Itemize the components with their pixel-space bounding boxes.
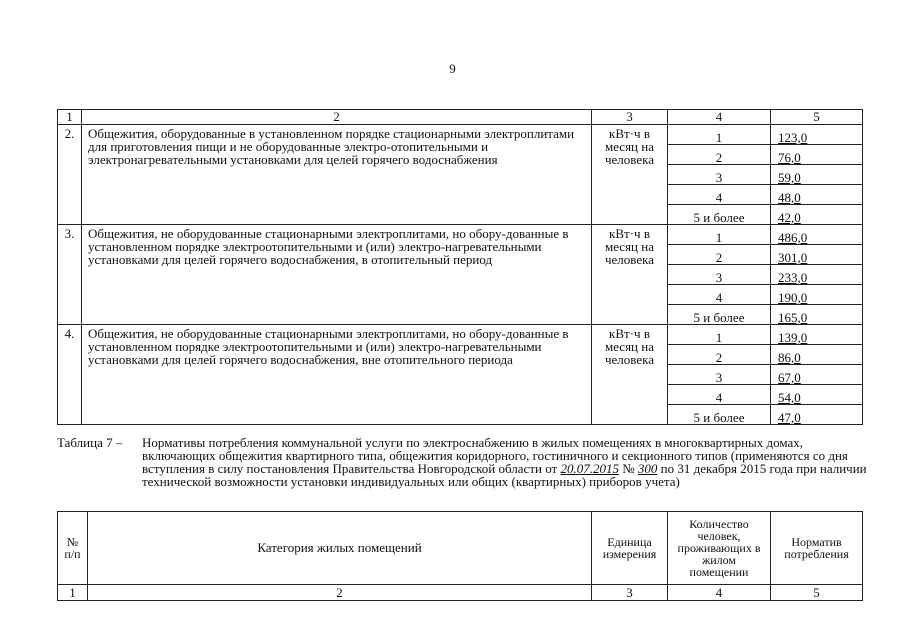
- norm-value: 54,0: [778, 390, 801, 405]
- column-number: 2: [82, 110, 592, 125]
- persons-count: 5 и более: [668, 405, 771, 425]
- norm-value: 123,0: [778, 130, 808, 145]
- column-number: 3: [592, 110, 668, 125]
- caption-date: 20.07.2015: [560, 461, 619, 476]
- header-cell: Единица измерения: [592, 512, 668, 585]
- norm-value: 48,0: [778, 190, 801, 205]
- header-cell: № п/п: [58, 512, 88, 585]
- caption-number: 300: [637, 461, 658, 476]
- column-number: 1: [58, 110, 82, 125]
- caption-text: [142, 436, 867, 488]
- row-description: Общежития, не оборудованные стационарными электроплитами, но обору-дованные в установленном порядке электроотопительными и (или) электро-нагревательными установками для целей горячего водоснабжения, в отопительный период: [82, 225, 592, 325]
- row-number: 3.: [58, 225, 82, 325]
- table-caption: [57, 436, 867, 488]
- caption-number-prefix: №: [622, 461, 635, 476]
- persons-count: 2: [668, 345, 771, 365]
- persons-count: 1: [668, 125, 771, 145]
- row-number: 4.: [58, 325, 82, 425]
- norm-value: 76,0: [778, 150, 801, 165]
- header-cell: Категория жилых помещений: [88, 512, 592, 585]
- persons-count: 4: [668, 385, 771, 405]
- persons-count: 2: [668, 245, 771, 265]
- row-unit: кВт·ч в месяц на человека: [592, 125, 668, 225]
- persons-count: 4: [668, 185, 771, 205]
- norm-value: 59,0: [778, 170, 801, 185]
- consumption-norms-table-7: [57, 511, 863, 601]
- norm-value: 165,0: [778, 310, 808, 325]
- caption-text-part2: по 31 декабря 2015 года при наличии технической возможности установки индивидуальных или общих (квартирных) приборов учета): [142, 461, 867, 489]
- column-number: 5: [771, 585, 863, 601]
- norm-value: 67,0: [778, 370, 801, 385]
- consumption-norms-table-continued: [57, 109, 863, 425]
- caption-label: Таблица 7 –: [57, 435, 123, 450]
- row-description: Общежития, не оборудованные стационарными электроплитами, но обору-дованные в установленном порядке электроотопительными и (или) электро-нагревательными установками для целей горячего водоснабжения, вне отопительного периода: [82, 325, 592, 425]
- table-row: [58, 225, 863, 245]
- row-unit: кВт·ч в месяц на человека: [592, 225, 668, 325]
- column-number: 1: [58, 585, 88, 601]
- row-number: 2.: [58, 125, 82, 225]
- persons-count: 2: [668, 145, 771, 165]
- column-number-row: [58, 110, 863, 125]
- norm-value: 42,0: [778, 210, 801, 225]
- persons-count: 1: [668, 225, 771, 245]
- table-header-row: [58, 512, 863, 585]
- row-description: Общежития, оборудованные в установленном порядке стационарными электроплитами для приготовления пищи и не оборудованные электро-отопительными и электронагревательными установками для целей горячего водоснабжения: [82, 125, 592, 225]
- column-number: 3: [592, 585, 668, 601]
- row-unit: кВт·ч в месяц на человека: [592, 325, 668, 425]
- column-number: 4: [668, 585, 771, 601]
- column-number: 4: [668, 110, 771, 125]
- header-cell: Количество человек, проживающих в жилом помещении: [668, 512, 771, 585]
- norm-value: 139,0: [778, 330, 808, 345]
- persons-count: 3: [668, 165, 771, 185]
- norm-value: 86,0: [778, 350, 801, 365]
- persons-count: 3: [668, 365, 771, 385]
- persons-count: 1: [668, 325, 771, 345]
- norm-value: 233,0: [778, 270, 808, 285]
- header-cell: Норматив потребления: [771, 512, 863, 585]
- persons-count: 4: [668, 285, 771, 305]
- norm-value: 47,0: [778, 410, 801, 425]
- table-row: [58, 125, 863, 145]
- norm-value: 190,0: [778, 290, 808, 305]
- caption-text-part1: Нормативы потребления коммунальной услуги по электроснабжению в жилых помещениях в многоквартирных домах, включающих общежития квартирного типа, общежития коридорного, гостиничного и секционного типов (применяются со дня вступления в силу постановления Правительства Новгородской области от: [142, 435, 848, 476]
- column-number: 2: [88, 585, 592, 601]
- column-number-row: [58, 585, 863, 601]
- persons-count: 5 и более: [668, 305, 771, 325]
- persons-count: 3: [668, 265, 771, 285]
- norm-value: 301,0: [778, 250, 808, 265]
- persons-count: 5 и более: [668, 205, 771, 225]
- page-number: 9: [449, 61, 456, 76]
- column-number: 5: [771, 110, 863, 125]
- table-row: [58, 325, 863, 345]
- norm-value: 486,0: [778, 230, 808, 245]
